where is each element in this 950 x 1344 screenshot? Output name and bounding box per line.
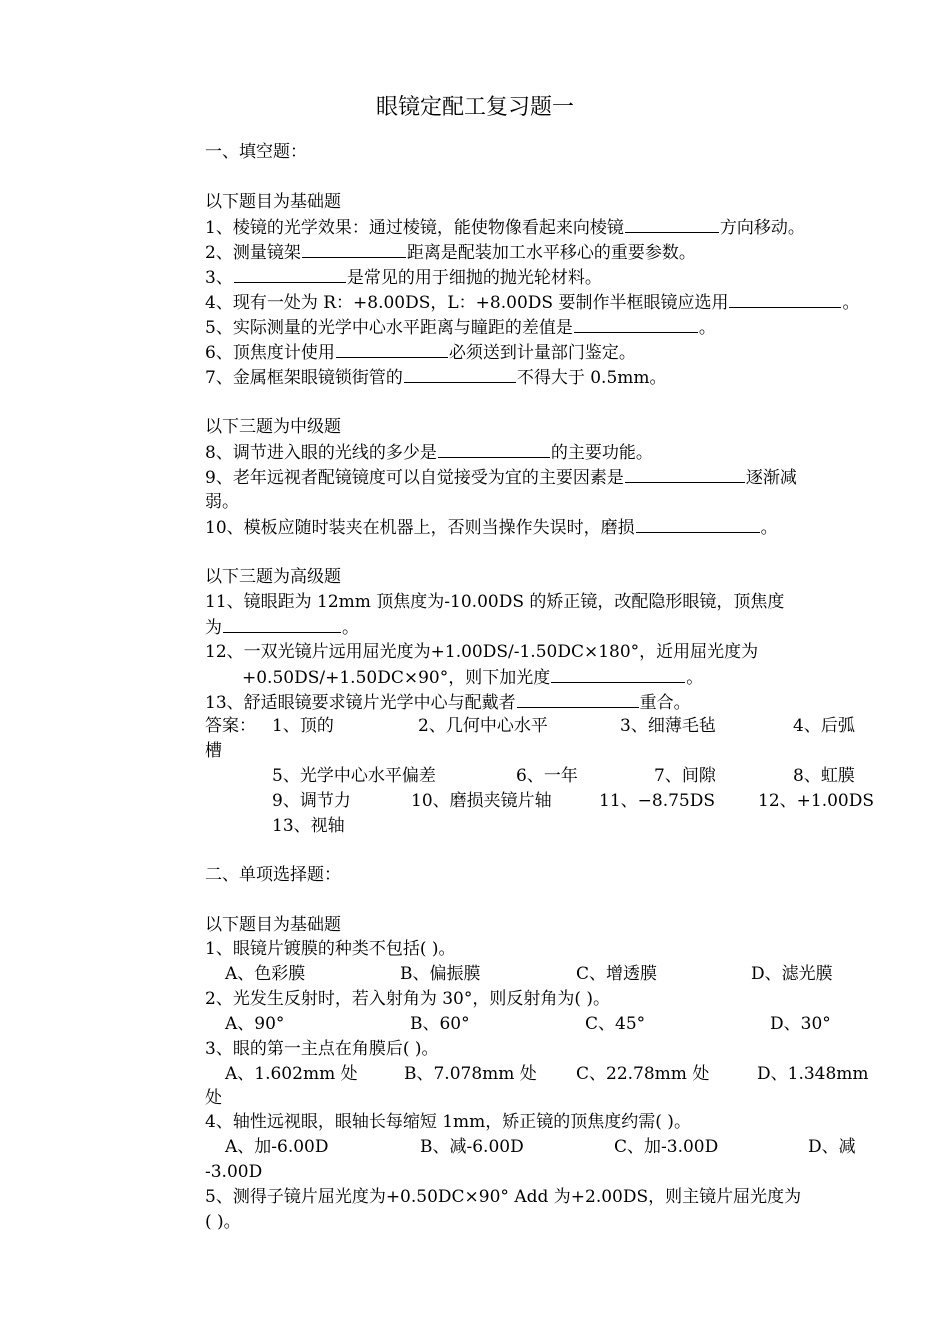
question-12: 12、一双光镜片远用屈光度为+1.00DS/-1.50DC×180°，近用屈光度为 — [205, 642, 759, 662]
question-11: 11、镜眼距为 12mm 顶焦度为-10.00DS 的矫正镜，改配隐形眼镜，顶焦度 — [205, 592, 785, 612]
question-11-cont: 为 。 — [205, 615, 359, 639]
answer-1: 1、顶的 — [272, 716, 334, 736]
mc-question-1: 1、眼镜片镀膜的种类不包括( )。 — [205, 939, 456, 959]
answer-11: 11、−8.75DS — [599, 791, 716, 811]
question-3: 3、 是常见的用于细抛的抛光轮材料。 — [205, 265, 602, 289]
question-1: 1、棱镜的光学效果：通过棱镜，能使物像看起来向棱镜 方向移动。 — [205, 215, 805, 239]
answer-blank — [404, 365, 516, 383]
mc-question-2: 2、光发生反射时，若入射角为 30°，则反射角为( )。 — [205, 989, 611, 1009]
mc-question-3: 3、眼的第一主点在角膜后( )。 — [205, 1039, 439, 1059]
answer-blank — [729, 290, 841, 308]
answer-label: 答案： — [205, 716, 256, 736]
question-9-cont: 弱。 — [205, 492, 239, 512]
high-label: 以下三题为高级题 — [205, 567, 341, 587]
mc-q3-option-c: C、22.78mm 处 — [576, 1064, 710, 1084]
mc-q3-option-b: B、7.078mm 处 — [404, 1064, 537, 1084]
answer-8: 8、虹膜 — [793, 766, 855, 786]
mc-q4-option-b: B、减-6.00D — [420, 1137, 524, 1157]
basic-label: 以下题目为基础题 — [205, 192, 341, 212]
question-13: 13、舒适眼镜要求镜片光学中心与配戴者 重合。 — [205, 690, 691, 714]
question-7: 7、金属框架眼镜锁街管的 不得大于 0.5mm。 — [205, 365, 667, 389]
mc-q1-option-c: C、增透膜 — [576, 964, 658, 984]
answer-12: 12、+1.00DS — [758, 791, 875, 811]
section2-heading: 二、单项选择题： — [205, 865, 341, 885]
answer-4: 4、后弧 — [793, 716, 855, 736]
question-5: 5、实际测量的光学中心水平距离与瞳距的差值是 。 — [205, 315, 716, 339]
mc-q2-option-a: A、90° — [225, 1014, 285, 1034]
mc-q3-option-d: D、1.348mm — [757, 1064, 869, 1084]
mc-question-5: 5、测得子镜片屈光度为+0.50DC×90° Add 为+2.00DS，则主镜片屈光度为 — [205, 1187, 802, 1207]
answer-blank — [234, 265, 346, 283]
mc-q5-cont: ( )。 — [205, 1212, 241, 1232]
answer-blank — [625, 465, 745, 483]
answer-10: 10、磨损夹镜片轴 — [411, 791, 552, 811]
question-9: 9、老年远视者配镜镜度可以自觉接受为宜的主要因素是 逐渐减 — [205, 465, 797, 489]
question-10: 10、模板应随时装夹在机器上，否则当操作失误时，磨损 。 — [205, 515, 778, 539]
answer-6: 6、一年 — [516, 766, 578, 786]
section1-heading: 一、填空题： — [205, 142, 307, 162]
mc-q4-option-d: D、减 — [808, 1137, 856, 1157]
question-12-cont: +0.50DS/+1.50DC×90°，则下加光度 。 — [242, 665, 703, 689]
answer-7: 7、间隙 — [654, 766, 716, 786]
answer-blank — [636, 515, 760, 533]
mc-q3-option-a: A、1.602mm 处 — [225, 1064, 358, 1084]
mc-q4-option-a: A、加-6.00D — [225, 1137, 329, 1157]
mc-q2-option-b: B、60° — [410, 1014, 470, 1034]
answer-4-cont: 槽 — [205, 741, 222, 761]
answer-blank — [517, 690, 639, 708]
mc-q4-cont: -3.00D — [205, 1162, 263, 1182]
answer-9: 9、调节力 — [272, 791, 351, 811]
answer-blank — [302, 240, 406, 258]
mc-q4-option-c: C、加-3.00D — [614, 1137, 719, 1157]
mc-q2-option-d: D、30° — [770, 1014, 831, 1034]
mc-q1-option-a: A、色彩膜 — [225, 964, 306, 984]
mc-q1-option-d: D、滤光膜 — [751, 964, 833, 984]
answer-blank — [223, 615, 341, 633]
mc-q1-option-b: B、偏振膜 — [400, 964, 481, 984]
question-2: 2、测量镜架 距离是配装加工水平移心的重要参数。 — [205, 240, 696, 264]
answer-blank — [625, 215, 719, 233]
basic-label-2: 以下题目为基础题 — [205, 915, 341, 935]
mc-q2-option-c: C、45° — [585, 1014, 646, 1034]
page-title: 眼镜定配工复习题一 — [375, 95, 574, 120]
question-6: 6、顶焦度计使用 必须送到计量部门鉴定。 — [205, 340, 636, 364]
answer-5: 5、光学中心水平偏差 — [272, 766, 436, 786]
answer-3: 3、细薄毛毡 — [620, 716, 716, 736]
question-4: 4、现有一处为 R：+8.00DS，L：+8.00DS 要制作半框眼镜应选用 。 — [205, 290, 859, 314]
mid-label: 以下三题为中级题 — [205, 417, 341, 437]
question-8: 8、调节进入眼的光线的多少是 的主要功能。 — [205, 440, 653, 464]
answer-blank — [574, 315, 698, 333]
mc-q3-cont: 处 — [205, 1088, 222, 1108]
answer-13: 13、视轴 — [272, 816, 345, 836]
mc-question-4: 4、轴性远视眼，眼轴长每缩短 1mm，矫正镜的顶焦度约需( )。 — [205, 1112, 691, 1132]
answer-blank — [336, 340, 448, 358]
answer-blank — [438, 440, 550, 458]
answer-2: 2、几何中心水平 — [418, 716, 548, 736]
answer-blank — [551, 665, 685, 683]
